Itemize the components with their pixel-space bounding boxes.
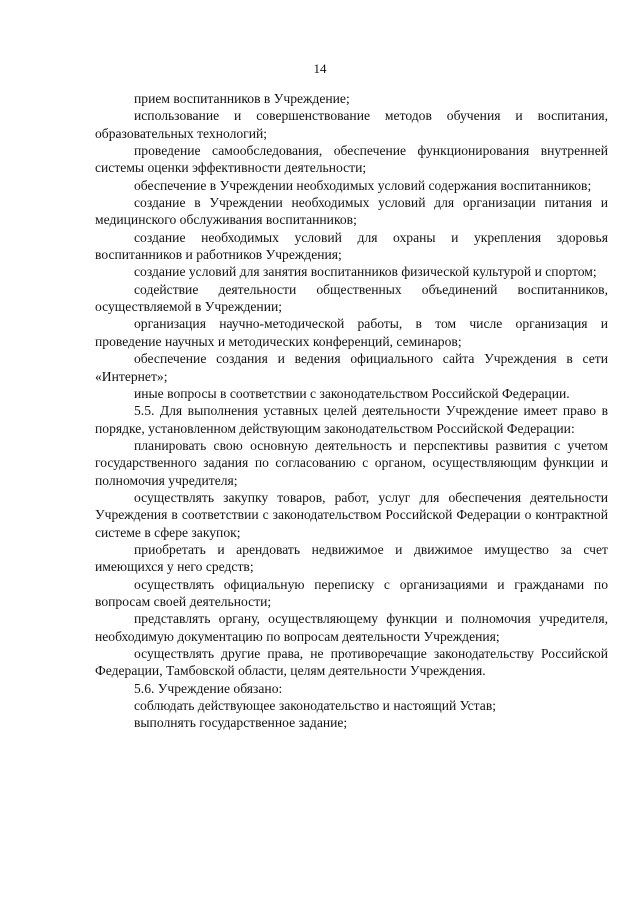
paragraph: планировать свою основную деятельность и перспективы развития с учетом государственного задания по согласованию с органом, осуществляющим функции и полномочия учредителя; <box>95 437 608 488</box>
paragraph: осуществлять другие права, не противоречащие законодательству Российской Федерации, Тамбовской области, целям деятельности Учреждения. <box>95 646 608 679</box>
paragraph: приобретать и арендовать недвижимое и движимое имущество за счет имеющихся у него средств; <box>95 541 608 575</box>
paragraph: выполнять государственное задание; <box>134 715 348 731</box>
document-body <box>95 90 608 732</box>
section-heading: 5.5. Для выполнения уставных целей деятельности Учреждение имеет право в порядке, установленном действующим законодательством Российской Федерации: <box>95 403 608 436</box>
paragraph: осуществлять официальную переписку с организациями и гражданами по вопросам своей деятельности; <box>95 576 608 609</box>
paragraph: соблюдать действующее законодательство и настоящий Устав; <box>134 698 497 714</box>
paragraph: прием воспитанников в Учреждение; <box>134 91 350 106</box>
paragraph: представлять органу, осуществляющему функции и полномочия учредителя, необходимую документацию по вопросам деятельности Учреждения; <box>95 611 608 644</box>
paragraph: проведение самообследования, обеспечение функционирования внутренней системы оценки эффективности деятельности; <box>95 143 608 176</box>
paragraph: иные вопросы в соответствии с законодательством Российской Федерации. <box>134 385 570 401</box>
paragraph: организация научно-методической работы, в том числе организация и проведение научных и методических конференций, семинаров; <box>95 316 608 349</box>
paragraph: осуществлять закупку товаров, работ, услуг для обеспечения деятельности Учреждения в соответствии с законодательством Российской Федерации о контрактной системе в сфере закупок; <box>95 489 608 540</box>
paragraph: создание необходимых условий для охраны и укрепления здоровья воспитанников и работников Учреждения; <box>95 229 608 263</box>
paragraph: использование и совершенствование методов обучения и воспитания, образовательных технологий; <box>95 108 608 141</box>
paragraph: создание в Учреждении необходимых условий для организации питания и медицинского обслуживания воспитанников; <box>95 195 608 228</box>
page-number: 14 <box>313 61 327 76</box>
paragraph: содействие деятельности общественных объединений воспитанников, осуществляемой в Учреждении; <box>95 281 608 315</box>
paragraph: обеспечение в Учреждении необходимых условий содержания воспитанников; <box>134 177 592 193</box>
paragraph: обеспечение создания и ведения официального сайта Учреждения в сети «Интернет»; <box>95 351 608 384</box>
section-heading: 5.6. Учреждение обязано: <box>134 680 283 696</box>
paragraph: создание условий для занятия воспитанников физической культурой и спортом; <box>134 264 597 280</box>
